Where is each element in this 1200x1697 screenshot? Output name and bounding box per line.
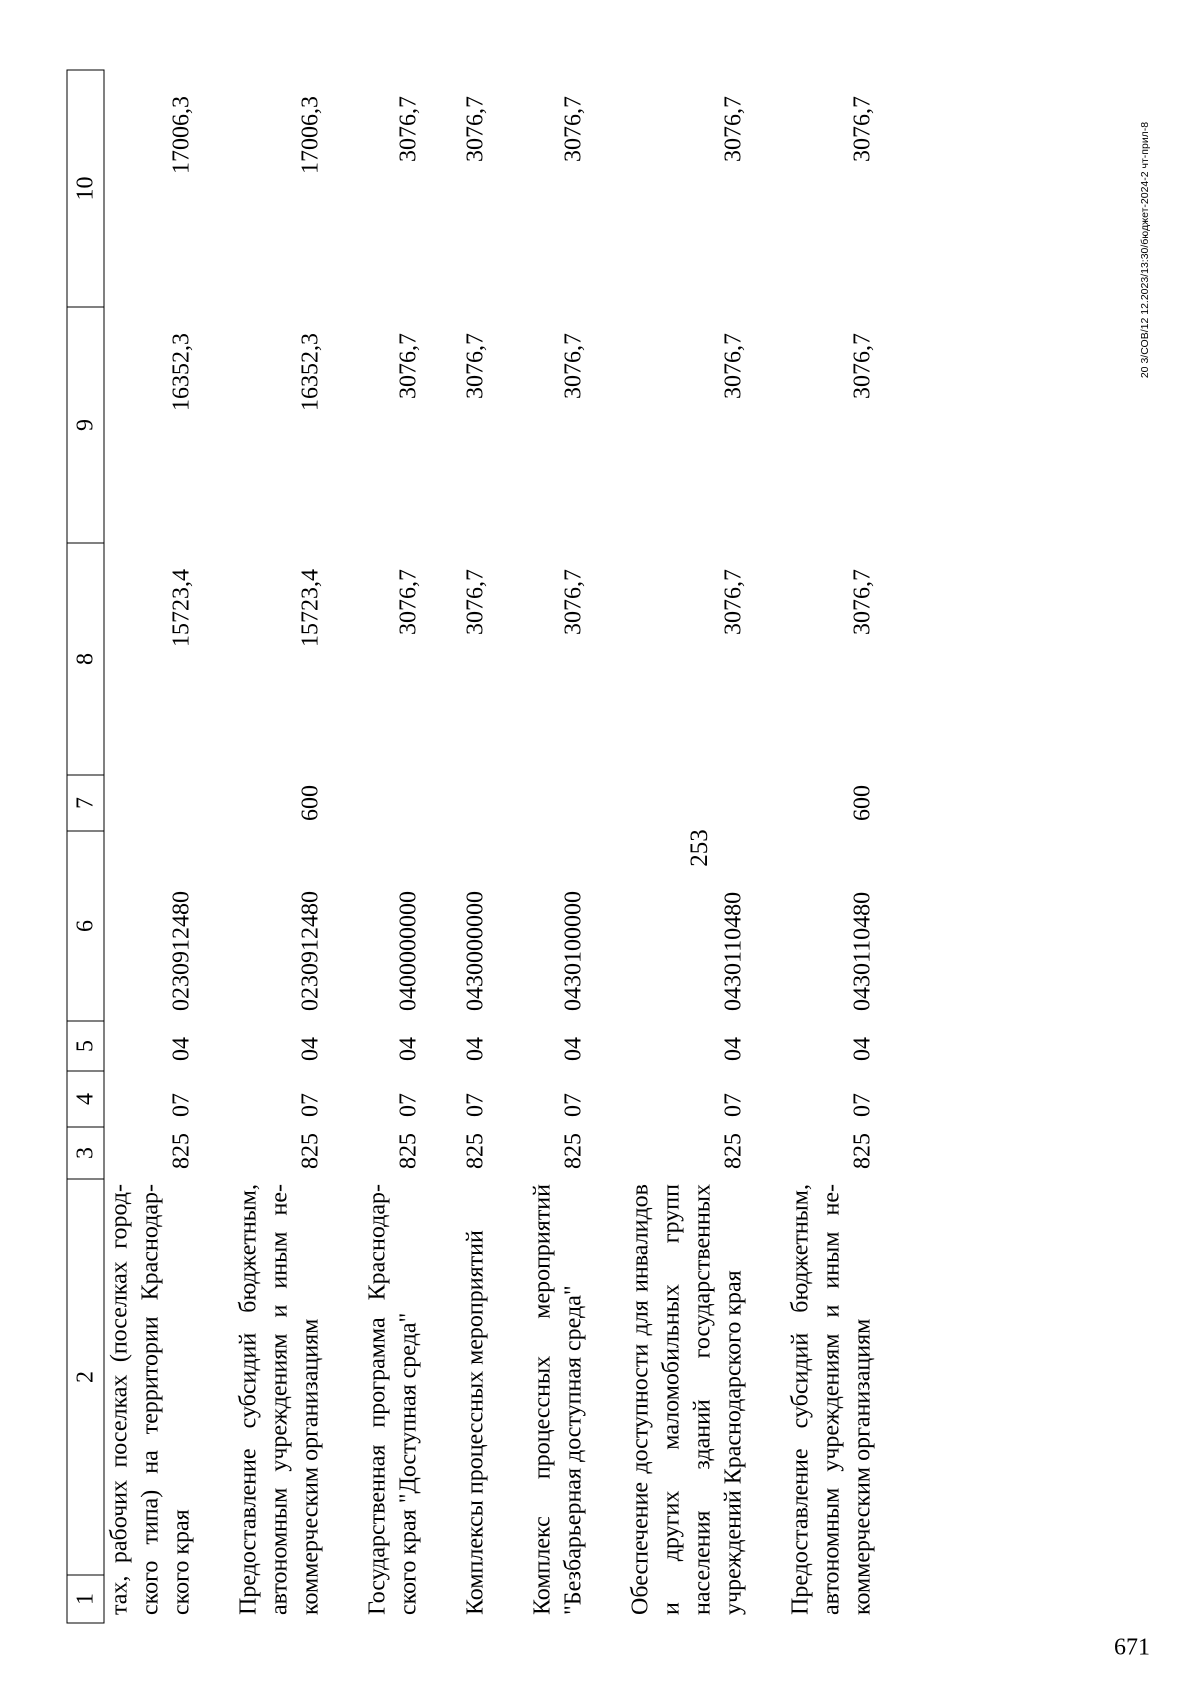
cell-target-article: 0430100000 — [560, 890, 586, 1011]
cell-amount-3: 3076,7 — [462, 95, 488, 162]
table-row — [197, 70, 326, 1623]
cell-amount-1: 15723,4 — [297, 568, 323, 647]
cell-amount-1: 3076,7 — [849, 568, 875, 635]
cell-amount-1: 15723,4 — [168, 568, 194, 647]
cell-amount-2: 3076,7 — [849, 332, 875, 399]
cell-section: 07 — [849, 1092, 875, 1117]
cell-section: 07 — [168, 1092, 194, 1117]
cell-expense-type — [424, 775, 491, 831]
table-row — [326, 70, 424, 1623]
row-name: Предоставление субсидий бюджетным, автономным учреждениям и иным некоммерческим организациям — [787, 1183, 875, 1615]
cell-expense-type — [326, 775, 424, 831]
cell-amount-2: 3076,7 — [720, 332, 746, 399]
cell-subsection: 04 — [462, 1036, 488, 1061]
cell-expense-type: 600 — [849, 784, 875, 821]
budget-table — [66, 69, 878, 1623]
cell-expense-type — [491, 775, 589, 831]
cell-section: 07 — [395, 1092, 421, 1117]
col-header-6: 6 — [67, 831, 104, 1021]
col-header-4: 4 — [67, 1071, 104, 1127]
cell-target-article: 0400000000 — [395, 890, 421, 1011]
cell-target-article: 0430110480 — [849, 891, 875, 1011]
cell-subsection: 04 — [395, 1036, 421, 1061]
cell-subsection: 04 — [560, 1036, 586, 1061]
row-name: тах, рабочих поселках (поселках городского типа) на территории Краснодарского края — [106, 1183, 194, 1615]
col-header-7: 7 — [67, 775, 104, 831]
table-row — [104, 70, 198, 1623]
col-header-8: 8 — [67, 543, 104, 775]
col-header-3: 3 — [67, 1127, 104, 1179]
cell-target-article: 0230912480 — [297, 890, 323, 1011]
cell-expense-type — [104, 775, 198, 831]
cell-subsection: 04 — [168, 1036, 194, 1061]
cell-amount-1: 3076,7 — [720, 568, 746, 635]
row-name: Обеспечение доступности для инвалидов и других маломобильных групп населения зданий государственных учреждений Краснодарского края — [627, 1183, 746, 1615]
cell-target-article: 0430000000 — [462, 890, 488, 1011]
cell-amount-3: 3076,7 — [395, 95, 421, 162]
cell-subsection: 04 — [849, 1036, 875, 1061]
col-header-5: 5 — [67, 1021, 104, 1071]
cell-amount-3: 3076,7 — [560, 95, 586, 162]
document-stamp: 20 3/СОВ/12 12.2023/13:30/бюджет-2024-2 чт-прил-8 — [1139, 121, 1151, 379]
cell-section: 07 — [560, 1092, 586, 1117]
page-number-top: 253 — [686, 829, 713, 867]
cell-admin-code: 825 — [395, 1132, 421, 1169]
cell-amount-2: 16352,3 — [168, 332, 194, 411]
cell-admin-code: 825 — [560, 1132, 586, 1169]
row-name: Предоставление субсидий бюджетным, автономным учреждениям и иным некоммерческим организациям — [235, 1183, 323, 1615]
cell-amount-1: 3076,7 — [395, 568, 421, 635]
col-header-10: 10 — [67, 70, 104, 307]
cell-amount-2: 3076,7 — [560, 332, 586, 399]
cell-amount-3: 3076,7 — [720, 95, 746, 162]
cell-amount-2: 3076,7 — [462, 332, 488, 399]
cell-amount-1: 3076,7 — [560, 568, 586, 635]
cell-subsection: 04 — [720, 1036, 746, 1061]
cell-admin-code: 825 — [849, 1132, 875, 1169]
rotated-page-content — [66, 70, 1112, 1623]
cell-amount-3: 3076,7 — [849, 95, 875, 162]
cell-amount-3: 17006,3 — [168, 95, 194, 174]
cell-subsection: 04 — [297, 1036, 323, 1061]
cell-section: 07 — [720, 1092, 746, 1117]
table-row — [424, 70, 491, 1623]
col-header-1: 1 — [67, 1575, 104, 1623]
col-header-9: 9 — [67, 307, 104, 543]
table-row — [589, 70, 749, 1623]
header-row — [67, 70, 104, 1623]
cell-target-article: 0430110480 — [720, 891, 746, 1011]
row-name: Государственная программа Краснодарского края "Доступная среда" — [364, 1183, 421, 1615]
cell-admin-code: 825 — [462, 1132, 488, 1169]
table-row — [491, 70, 589, 1623]
cell-amount-3: 17006,3 — [297, 95, 323, 174]
row-name: Комплекс процессных мероприятий "Безбарьерная доступная среда" — [529, 1183, 586, 1615]
cell-amount-2: 3076,7 — [395, 332, 421, 399]
cell-expense-type — [589, 775, 749, 831]
cell-expense-type: 600 — [297, 784, 323, 821]
cell-admin-code: 825 — [720, 1132, 746, 1169]
cell-amount-2: 16352,3 — [297, 332, 323, 411]
cell-target-article: 0230912480 — [168, 890, 194, 1011]
table-row — [749, 70, 878, 1623]
col-header-2: 2 — [67, 1179, 104, 1575]
row-name: Комплексы процессных мероприятий — [462, 1229, 488, 1615]
cell-amount-1: 3076,7 — [462, 568, 488, 635]
page-number-bottom: 671 — [1114, 1634, 1150, 1661]
cell-section: 07 — [462, 1092, 488, 1117]
cell-admin-code: 825 — [168, 1132, 194, 1169]
cell-admin-code: 825 — [297, 1132, 323, 1169]
cell-section: 07 — [297, 1092, 323, 1117]
